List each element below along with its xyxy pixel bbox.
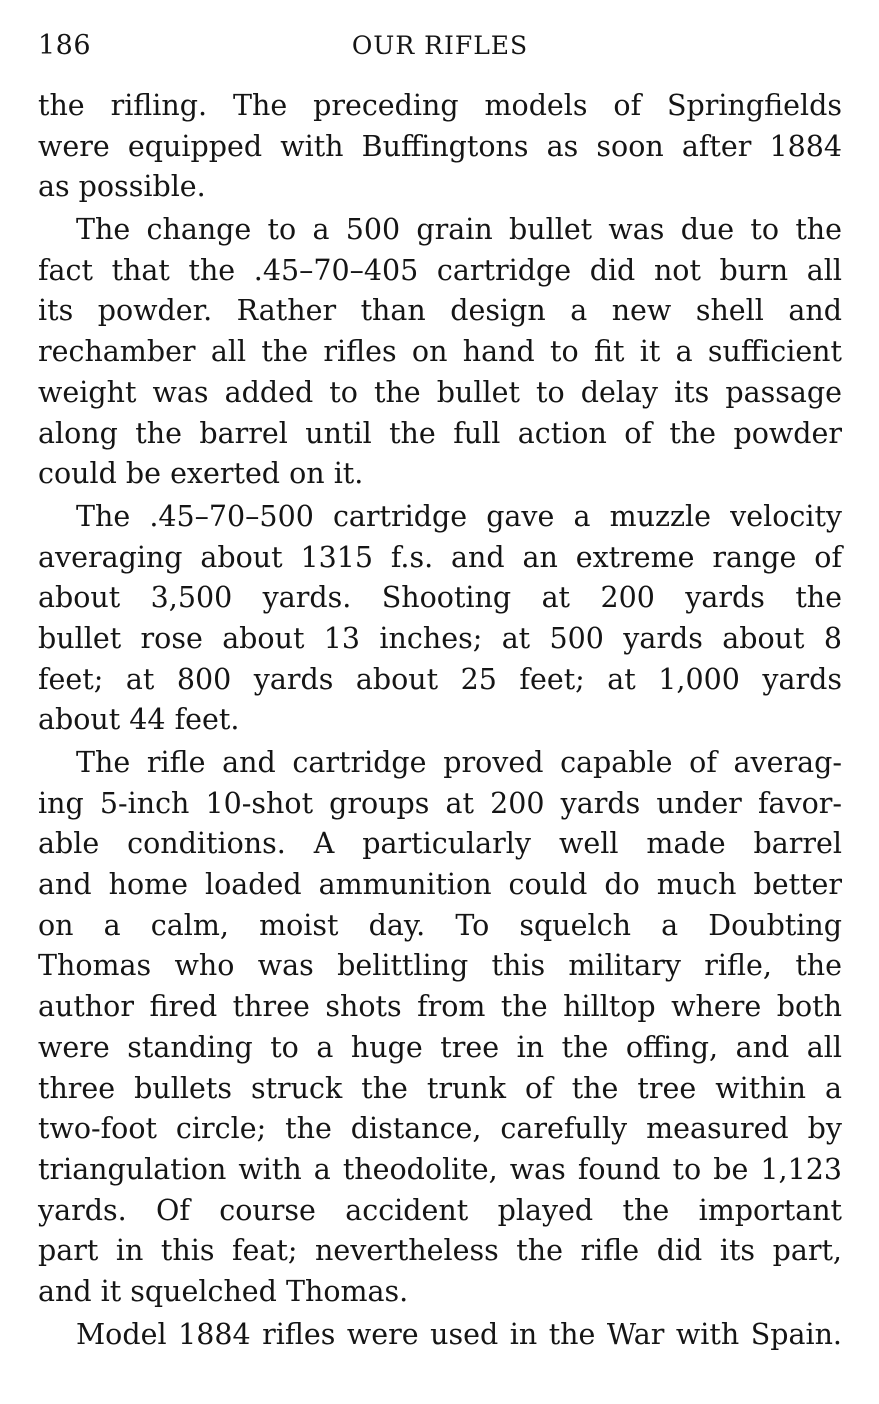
text-line: three bullets struck the trunk of the tree within a [38,1071,842,1105]
text-line: author fired three shots from the hilltop where both [38,990,842,1024]
text-line: ing 5-inch 10-shot groups at 200 yards under favor- [38,786,842,820]
text-line: Thomas who was belittling this military rifle, the [38,949,842,983]
text-line: the rifling. The preceding models of Springfields [38,89,842,122]
text-line: triangulation with a theodolite, was found to be 1,123 [38,1152,842,1186]
page-number: 186 [38,30,92,61]
paragraph [38,210,842,495]
text-line: The change to a 500 grain bullet was due to the [76,213,842,247]
text-line: about 44 feet. [38,703,240,737]
text-line: bullet rose about 13 inches; at 500 yards about 8 [38,621,842,655]
text-line: weight was added to the bullet to delay its passage [38,375,842,409]
text-line: on a calm, moist day. To squelch a Doubting [38,908,842,942]
text-line: could be exerted on it. [38,457,364,491]
paragraph [38,497,842,741]
text-line: The .45–70–500 cartridge gave a muzzle velocity [76,499,842,533]
text-line: two-foot circle; the distance, carefully measured by [38,1112,842,1146]
text-line: were standing to a huge tree in the offing, and all [38,1030,842,1064]
paragraph [38,1315,842,1356]
text-line: feet; at 800 yards about 25 feet; at 1,000 yards [38,662,842,696]
text-line: about 3,500 yards. Shooting at 200 yards the [38,581,842,615]
text-line: part in this feat; nevertheless the rifle did its part, [38,1234,842,1268]
text-line: and it squelched Thomas. [38,1274,409,1308]
paragraph [38,86,842,208]
text-line: The rifle and cartridge proved capable of averag- [76,746,842,779]
body-text [38,86,842,1357]
text-line: able conditions. A particularly well made barrel [38,827,842,861]
text-line: along the barrel until the full action of the powder [38,416,842,450]
text-line: yards. Of course accident played the important [38,1193,842,1227]
text-line: its powder. Rather than design a new shell and [38,294,842,328]
text-line: Model 1884 rifles were used in the War with Spain. [76,1317,842,1351]
running-head [38,28,842,64]
text-line: rechamber all the rifles on hand to fit it a sufficient [38,335,842,369]
text-line: averaging about 1315 f.s. and an extreme range of [38,540,842,574]
text-line: fact that the .45–70–405 cartridge did not burn all [38,253,842,287]
text-line: were equipped with Buffingtons as soon after 1884 [38,129,842,163]
paragraph [38,743,842,1313]
text-line: and home loaded ammunition could do much better [38,868,842,902]
running-title: OUR RIFLES [351,31,529,60]
text-line: as possible. [38,170,206,204]
